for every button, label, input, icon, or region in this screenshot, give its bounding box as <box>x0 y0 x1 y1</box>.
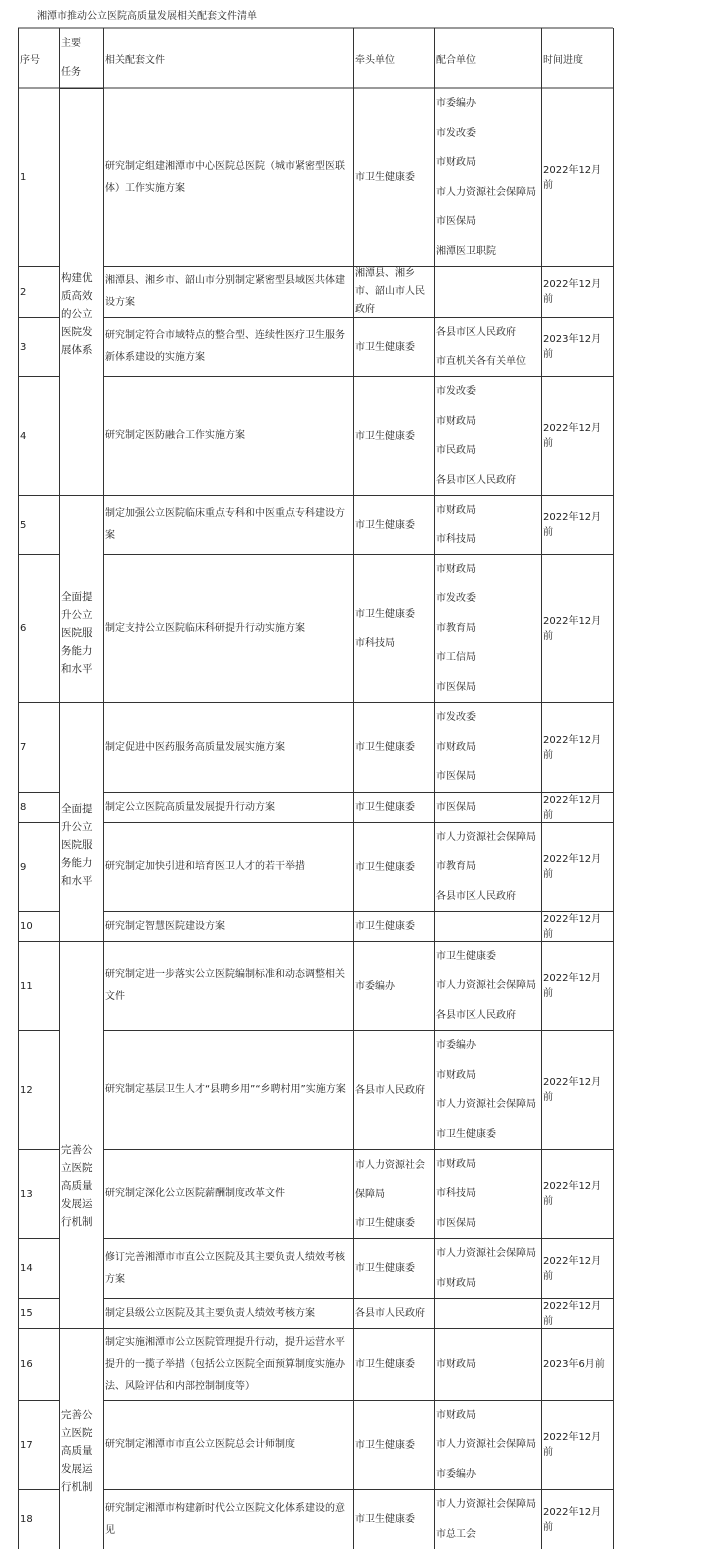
row-document <box>104 1490 352 1549</box>
coop-unit: 市人力资源社会保障局 <box>436 1499 536 1510</box>
row-document-text: 制定县级公立医院及其主要负责人绩效考核方案 <box>105 1307 315 1319</box>
coop-unit: 市财政局 <box>436 1158 476 1170</box>
lead-unit: 市卫生健康委 <box>355 1514 415 1525</box>
row-lead-unit <box>354 1401 433 1489</box>
coop-unit: 市财政局 <box>436 1358 476 1370</box>
coop-unit: 市财政局 <box>436 1069 476 1081</box>
row-coop-units <box>435 496 540 554</box>
coop-unit: 各县市区人民政府 <box>436 474 516 486</box>
row-document-text: 制定加强公立医院临床重点专科和中医重点专科建设方案 <box>105 508 345 541</box>
coop-unit: 市民政局 <box>436 445 476 456</box>
row-lead-unit <box>354 1031 433 1149</box>
row-number: 12 <box>20 1084 33 1096</box>
row-number: 4 <box>20 430 27 442</box>
row-number: 2 <box>20 286 27 298</box>
row-lead-unit <box>354 1299 433 1328</box>
row-coop-units <box>435 823 540 911</box>
lead-unit: 市卫生健康委 <box>355 802 415 813</box>
row-number: 17 <box>20 1439 33 1451</box>
coop-unit: 各县市区人民政府 <box>436 1009 516 1021</box>
row-time: 2022年12月前 <box>543 1432 602 1458</box>
row-coop-units <box>435 377 540 495</box>
row-lead-unit <box>354 377 433 495</box>
coop-unit: 市教育局 <box>436 861 476 873</box>
row-number: 10 <box>20 921 33 932</box>
lead-unit: 市人力资源社会保障局 <box>355 1159 425 1200</box>
row-time: 2022年12月前 <box>543 1181 602 1207</box>
header-lead <box>354 28 434 88</box>
row-lead-unit <box>354 1150 433 1238</box>
row-document-text: 研究制定加快引进和培育医卫人才的若干举措 <box>105 861 305 872</box>
lead-unit: 市卫生健康委 <box>355 742 415 753</box>
row-number: 13 <box>20 1188 33 1200</box>
header-no <box>19 28 59 88</box>
lead-unit: 市卫生健康委 <box>355 430 415 442</box>
header-doc <box>104 28 353 88</box>
coop-unit: 市发改委 <box>436 127 476 139</box>
coop-unit: 市卫生健康委 <box>436 950 496 962</box>
row-coop-units <box>435 267 540 317</box>
row-document-text: 研究制定基层卫生人才“县聘乡用”“乡聘村用”实施方案 <box>105 1084 346 1095</box>
row-lead-unit <box>354 1490 433 1549</box>
row-document <box>104 1031 352 1149</box>
lead-unit: 市卫生健康委 <box>355 861 415 873</box>
task-label: 完善公立医院高质量发展运行机制 <box>61 1143 93 1228</box>
row-document <box>104 1239 352 1298</box>
row-time: 2022年12月前 <box>543 1255 602 1282</box>
row-document-text: 研究制定符合市域特点的整合型、连续性医疗卫生服务新体系建设的实施方案 <box>105 330 345 363</box>
header-no-label: 序号 <box>20 54 40 66</box>
row-coop-units <box>435 1150 540 1238</box>
coop-unit: 市委编办 <box>436 1040 476 1051</box>
row-document-text: 修订完善湘潭市市直公立医院及其主要负责人绩效考核方案 <box>105 1251 345 1285</box>
row-document <box>104 267 352 317</box>
row-document-text: 研究制定智慧医院建设方案 <box>105 920 225 932</box>
row-number: 9 <box>20 861 27 873</box>
task-label: 构建优质高效的公立医院发展体系 <box>61 271 93 356</box>
row-coop-units <box>435 942 540 1030</box>
lead-unit: 市委编办 <box>355 980 395 992</box>
coop-unit: 市医保局 <box>436 771 476 783</box>
row-number: 14 <box>20 1263 33 1274</box>
row-lead-unit <box>354 267 433 317</box>
row-document-text: 研究制定湘潭市构建新时代公立医院文化体系建设的意见 <box>105 1502 345 1536</box>
row-time: 2022年12月前 <box>543 1506 602 1533</box>
coop-unit: 市财政局 <box>436 563 476 575</box>
coop-unit: 市医保局 <box>436 801 476 813</box>
lead-unit: 市卫生健康委 <box>355 1359 415 1370</box>
header-coop-label: 配合单位 <box>436 54 476 66</box>
row-coop-units <box>435 703 540 792</box>
coop-unit: 市医保局 <box>436 681 476 693</box>
row-coop-units <box>435 555 540 702</box>
coop-unit: 市直机关各有关单位 <box>436 356 526 367</box>
row-coop-units <box>435 1329 540 1400</box>
coop-unit: 市发改委 <box>436 386 476 397</box>
row-document-text: 研究制定进一步落实公立医院编制标准和动态调整相关文件 <box>105 969 345 1002</box>
row-coop-units <box>435 793 540 822</box>
lead-unit: 市卫生健康委 <box>355 1439 415 1451</box>
row-time: 2022年12月前 <box>543 1300 602 1327</box>
row-document-text: 研究制定医防融合工作实施方案 <box>105 430 245 441</box>
row-time: 2022年12月前 <box>543 615 602 642</box>
row-lead-unit <box>354 912 433 941</box>
coop-unit: 市人力资源社会保障局 <box>436 186 536 198</box>
row-lead-unit <box>354 823 433 911</box>
row-time: 2022年12月前 <box>543 973 602 999</box>
lead-unit: 市科技局 <box>355 637 395 649</box>
row-number: 18 <box>20 1514 33 1525</box>
row-time: 2022年12月前 <box>543 1077 602 1103</box>
header-task-label-1: 主要 <box>61 38 81 49</box>
row-number: 7 <box>20 742 27 753</box>
coop-unit: 市人力资源社会保障局 <box>436 831 536 843</box>
row-document-text: 研究制定湘潭市市直公立医院总会计师制度 <box>105 1439 295 1450</box>
row-time: 2022年12月前 <box>543 913 602 940</box>
row-number: 3 <box>20 341 27 353</box>
header-coop <box>435 28 541 88</box>
lead-unit: 市卫生健康委 <box>355 608 415 620</box>
row-coop-units <box>435 1401 540 1489</box>
coop-unit: 湘潭医卫职院 <box>436 245 496 257</box>
row-coop-units <box>435 1239 540 1298</box>
row-document <box>104 1401 352 1489</box>
lead-unit: 市卫生健康委 <box>355 172 415 183</box>
coop-unit: 市发改委 <box>436 593 476 605</box>
header-doc-label: 相关配套文件 <box>105 54 165 66</box>
header-lead-label: 牵头单位 <box>355 54 395 66</box>
row-document-text: 制定实施湘潭市公立医院管理提升行动，提升运营水平提升的一揽子举措（包括公立医院全面预算制度实施办法、风险评估和内部控制制度等） <box>105 1336 345 1392</box>
row-number: 11 <box>20 980 33 992</box>
row-document <box>104 823 352 911</box>
row-lead-unit <box>354 318 433 376</box>
row-document <box>104 555 352 702</box>
coop-unit: 市医保局 <box>436 216 476 227</box>
row-lead-unit <box>354 89 433 266</box>
lead-unit: 各县市人民政府 <box>355 1308 425 1319</box>
row-coop-units <box>435 1490 540 1549</box>
lead-unit: 市卫生健康委 <box>355 1217 415 1229</box>
row-lead-unit <box>354 703 433 792</box>
header-task-label-2: 任务 <box>61 67 81 78</box>
coop-unit: 市工信局 <box>436 652 476 664</box>
header-task <box>60 28 103 88</box>
coop-unit: 市委编办 <box>436 1468 476 1480</box>
row-time: 2022年12月前 <box>543 854 602 880</box>
row-number: 15 <box>20 1308 33 1319</box>
row-number: 6 <box>20 623 27 634</box>
coop-unit: 市科技局 <box>436 1188 476 1200</box>
row-document <box>104 1329 352 1400</box>
coop-unit: 市财政局 <box>436 504 476 516</box>
task-label: 完善公立医院高质量发展运行机制 <box>61 1408 93 1493</box>
row-lead-unit <box>354 555 433 702</box>
lead-unit: 市卫生健康委 <box>355 921 415 932</box>
coop-unit: 市财政局 <box>436 741 476 753</box>
row-document <box>104 793 352 822</box>
row-document <box>104 1150 352 1238</box>
coop-unit: 市财政局 <box>436 415 476 427</box>
row-time: 2023年6月前 <box>543 1359 605 1370</box>
row-number: 5 <box>20 519 27 531</box>
coop-unit: 市医保局 <box>436 1217 476 1229</box>
row-coop-units <box>435 1031 540 1149</box>
coop-unit: 市总工会 <box>436 1528 476 1540</box>
row-document <box>104 318 352 376</box>
coop-unit: 市财政局 <box>436 157 476 168</box>
row-document-text: 研究制定组建湘潭市中心医院总医院（城市紧密型医联体）工作实施方案 <box>105 160 345 194</box>
row-lead-unit <box>354 1329 433 1400</box>
lead-unit: 市卫生健康委 <box>355 1263 415 1274</box>
row-document-text: 制定支持公立医院临床科研提升行动实施方案 <box>105 622 305 634</box>
row-document <box>104 912 352 941</box>
row-document <box>104 377 352 495</box>
lead-unit: 各县市人民政府 <box>355 1084 425 1096</box>
task-label: 全面提升公立医院服务能力和水平 <box>61 590 93 675</box>
row-document-text: 研究制定深化公立医院薪酬制度改革文件 <box>105 1188 285 1199</box>
lead-unit: 市卫生健康委 <box>355 341 415 353</box>
row-coop-units <box>435 318 540 376</box>
coop-unit: 市财政局 <box>436 1409 476 1421</box>
row-time: 2022年12月前 <box>543 794 602 821</box>
coop-unit: 市人力资源社会保障局 <box>436 1439 536 1451</box>
coop-unit: 市科技局 <box>436 534 476 545</box>
coop-unit: 各县市区人民政府 <box>436 890 516 902</box>
row-lead-unit <box>354 1239 433 1298</box>
row-lead-unit <box>354 942 433 1030</box>
task-label: 全面提升公立医院服务能力和水平 <box>61 802 93 887</box>
row-time: 2022年12月前 <box>543 164 602 191</box>
row-number: 16 <box>20 1359 33 1370</box>
row-number: 1 <box>20 172 27 183</box>
coop-unit: 市人力资源社会保障局 <box>436 980 536 992</box>
header-time-label: 时间进度 <box>543 54 583 66</box>
coop-unit: 市卫生健康委 <box>436 1128 496 1140</box>
row-coop-units <box>435 89 540 266</box>
row-document <box>104 496 352 554</box>
row-document <box>104 89 352 266</box>
row-document-text: 湘潭县、湘乡市、韶山市分别制定紧密型县域医共体建设方案 <box>105 275 345 308</box>
row-document <box>104 1299 352 1328</box>
lead-unit: 市卫生健康委 <box>355 519 415 531</box>
row-time: 2022年12月前 <box>543 423 602 449</box>
row-time: 2022年12月前 <box>543 512 602 538</box>
coop-unit: 市人力资源社会保障局 <box>436 1248 536 1259</box>
coop-unit: 市人力资源社会保障局 <box>436 1099 536 1110</box>
row-time: 2022年12月前 <box>543 734 602 761</box>
row-time: 2022年12月前 <box>543 279 602 305</box>
coop-unit: 市发改委 <box>436 712 476 724</box>
row-time: 2023年12月前 <box>543 334 602 360</box>
header-time <box>542 28 613 88</box>
document-title: 湘潭市推动公立医院高质量发展相关配套文件清单 <box>37 11 257 22</box>
coop-unit: 各县市区人民政府 <box>436 326 516 338</box>
row-lead-unit <box>354 496 433 554</box>
coop-unit: 市教育局 <box>436 622 476 634</box>
row-number: 8 <box>20 802 27 813</box>
coop-unit: 市委编办 <box>436 98 476 109</box>
row-coop-units <box>435 1299 540 1328</box>
lead-unit: 湘潭县、湘乡市、韶山市人民政府 <box>355 268 425 315</box>
row-lead-unit <box>354 793 433 822</box>
row-document <box>104 703 352 792</box>
row-coop-units <box>435 912 540 941</box>
row-document-text: 制定公立医院高质量发展提升行动方案 <box>105 801 275 813</box>
coop-unit: 市财政局 <box>436 1277 476 1289</box>
row-document <box>104 942 352 1030</box>
row-document-text: 制定促进中医药服务高质量发展实施方案 <box>105 741 285 753</box>
